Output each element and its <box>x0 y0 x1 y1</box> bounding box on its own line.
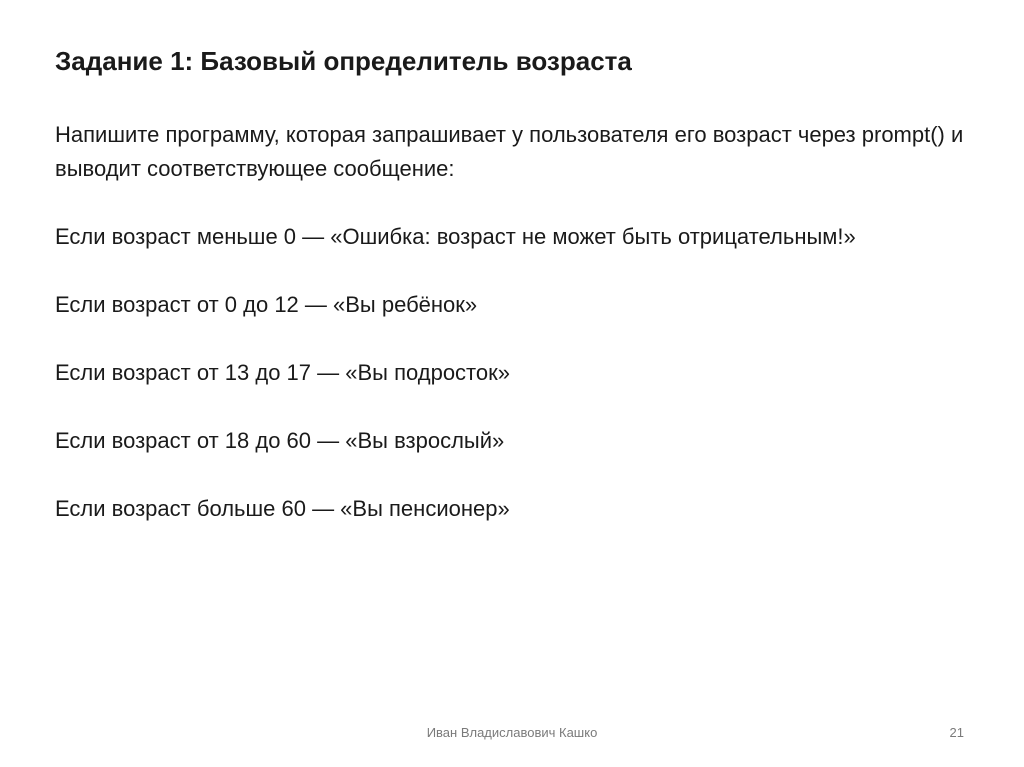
condition-teen: Если возраст от 13 до 17 — «Вы подросток» <box>55 360 510 385</box>
condition-adult: Если возраст от 18 до 60 — «Вы взрослый» <box>55 428 505 453</box>
page-number: 21 <box>949 725 964 740</box>
footer-author: Иван Владиславович Кашко <box>426 725 598 740</box>
slide-body <box>55 118 975 526</box>
task-intro: Напишите программу, которая запрашивает у пользователя его возраст через prompt() и выводит соответствующее сообщение: <box>55 122 964 181</box>
condition-negative: Если возраст меньше 0 — «Ошибка: возраст не может быть отрицательным!» <box>55 224 856 249</box>
slide-title: Задание 1: Базовый определитель возраста <box>55 46 632 76</box>
condition-child: Если возраст от 0 до 12 — «Вы ребёнок» <box>55 292 478 317</box>
condition-pensioner: Если возраст больше 60 — «Вы пенсионер» <box>55 496 510 521</box>
